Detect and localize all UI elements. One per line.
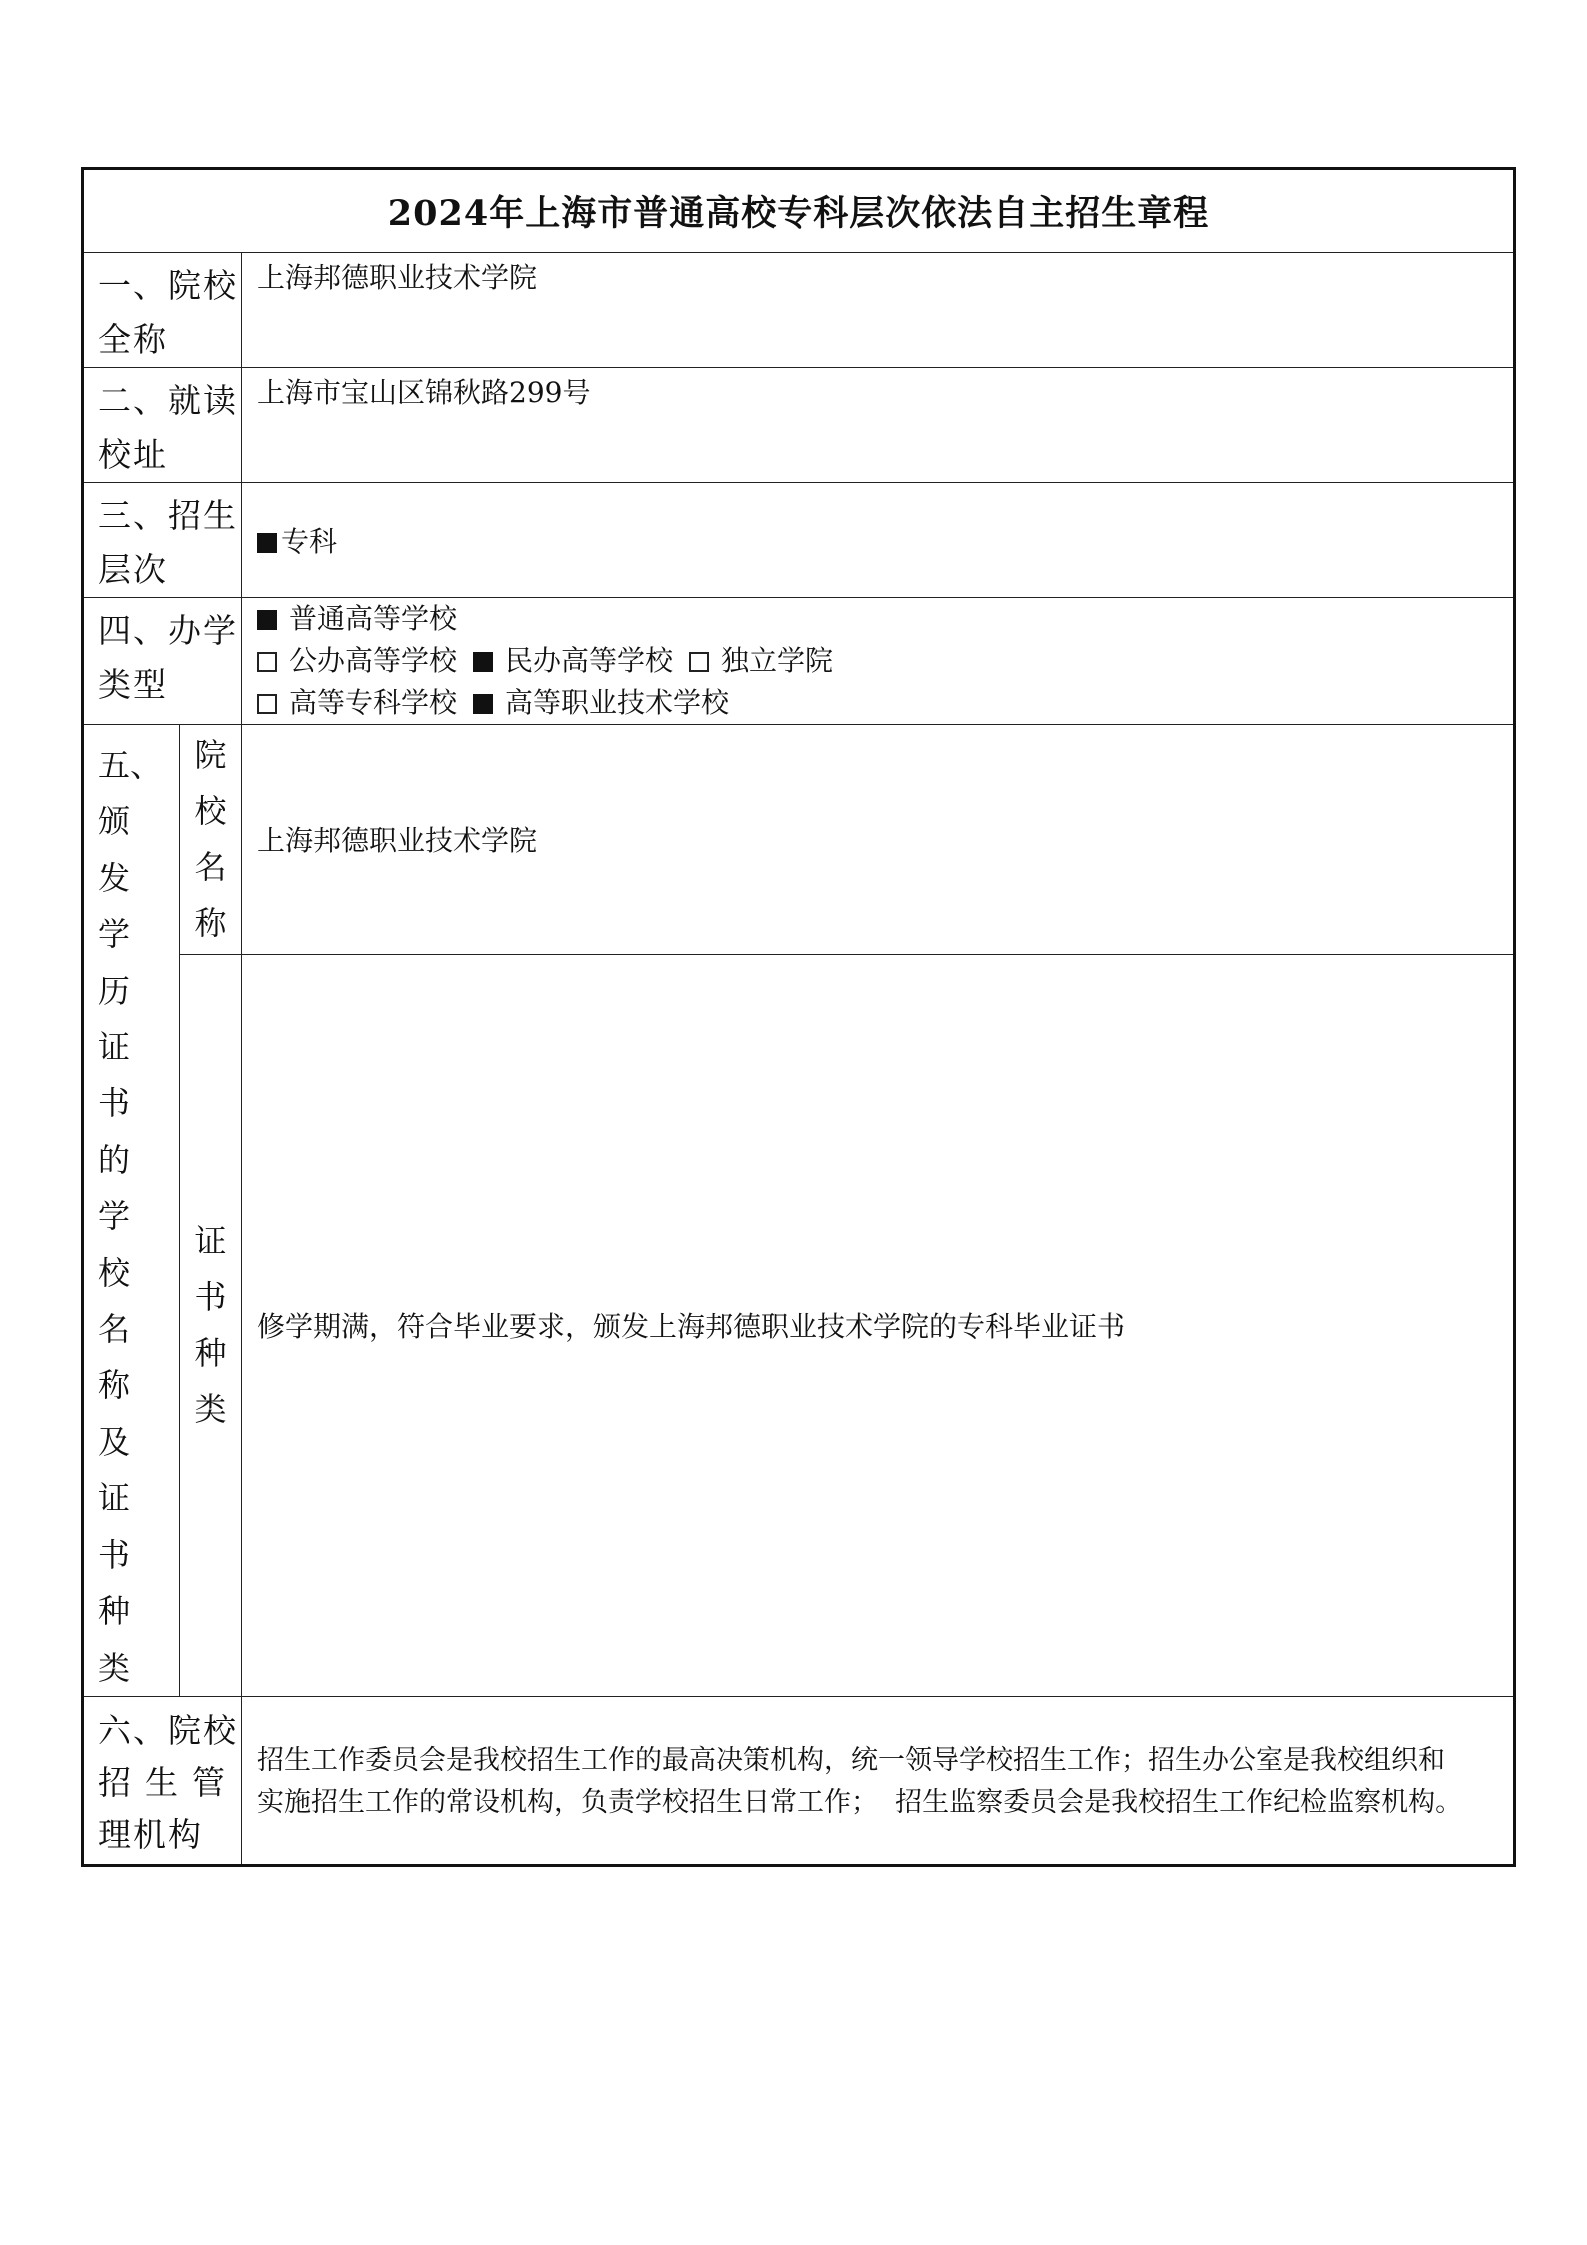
label-char: 称 bbox=[98, 1366, 131, 1405]
label-char: 种 bbox=[194, 1334, 227, 1373]
value-admissions-management bbox=[242, 1696, 1515, 1865]
label-line bbox=[98, 1757, 241, 1809]
checkbox-empty-icon bbox=[689, 652, 709, 672]
checkbox-filled-icon bbox=[473, 694, 493, 714]
admission-charter-table bbox=[81, 167, 1516, 1867]
document-title: 2024年上海市普通高校专科层次依法自主招生章程 bbox=[83, 169, 1515, 253]
value-school-full-name: 上海邦德职业技术学院 bbox=[242, 253, 1515, 368]
label-char: 书 bbox=[194, 1278, 227, 1317]
checkbox-empty-icon bbox=[257, 652, 277, 672]
label-school-full-name bbox=[83, 253, 242, 368]
label-issuing-school-name bbox=[180, 725, 242, 955]
label-admissions-management bbox=[83, 1696, 242, 1865]
label-campus-address bbox=[83, 368, 242, 483]
label-line: 二、就读 bbox=[98, 381, 238, 420]
label-char: 证 bbox=[98, 1028, 131, 1067]
type-option-regular-higher: 普通高等学校 bbox=[289, 602, 458, 635]
checkbox-filled-icon bbox=[257, 610, 277, 630]
label-char: 书 bbox=[98, 1084, 131, 1123]
type-option-private: 民办高等学校 bbox=[505, 644, 674, 677]
label-char: 校 bbox=[98, 1253, 131, 1292]
label-char: 证 bbox=[194, 1222, 227, 1261]
checkbox-filled-icon bbox=[473, 652, 493, 672]
label-line: 四、办学 bbox=[98, 611, 238, 650]
label-char: 生 bbox=[145, 1762, 180, 1802]
label-char: 管 bbox=[192, 1762, 227, 1802]
management-text-line: 招生工作委员会是我校招生工作的最高决策机构，统一领导学校招生工作；招生办公室是我校组织和 bbox=[257, 1745, 1445, 1777]
label-line: 层次 bbox=[98, 550, 168, 589]
label-char: 校 bbox=[194, 792, 227, 831]
label-char: 招 bbox=[98, 1762, 133, 1802]
label-char: 类 bbox=[194, 1390, 227, 1429]
management-text-line: 实施招生工作的常设机构，负责学校招生日常工作； 招生监察委员会是我校招生工作纪检监察机构。 bbox=[257, 1787, 1463, 1819]
type-option-vocational: 高等职业技术学校 bbox=[505, 686, 730, 719]
value-certificate-type: 修学期满，符合毕业要求，颁发上海邦德职业技术学院的专科毕业证书 bbox=[242, 954, 1515, 1696]
label-admission-level bbox=[83, 483, 242, 598]
label-char: 称 bbox=[194, 904, 227, 943]
label-char: 五、 bbox=[98, 746, 163, 784]
label-char: 名 bbox=[98, 1310, 131, 1349]
label-line: 类型 bbox=[98, 665, 168, 704]
label-char: 及 bbox=[98, 1422, 131, 1461]
type-options-line-1 bbox=[257, 598, 1499, 640]
label-char: 的 bbox=[98, 1140, 131, 1179]
label-char: 证 bbox=[98, 1479, 131, 1518]
value-admission-level bbox=[242, 483, 1515, 598]
label-char: 发 bbox=[98, 858, 131, 897]
type-option-junior-college: 高等专科学校 bbox=[289, 686, 458, 719]
type-option-public: 公办高等学校 bbox=[289, 644, 458, 677]
label-line: 理机构 bbox=[98, 1814, 203, 1854]
label-line: 全称 bbox=[98, 320, 168, 359]
type-option-independent: 独立学院 bbox=[721, 644, 834, 677]
label-char: 种 bbox=[98, 1592, 131, 1631]
label-line: 三、招生 bbox=[98, 496, 238, 535]
label-char: 院 bbox=[194, 736, 227, 775]
type-options-line-2 bbox=[257, 640, 1499, 682]
value-issuing-school-name: 上海邦德职业技术学院 bbox=[242, 725, 1515, 955]
label-line: 六、院校 bbox=[98, 1710, 238, 1750]
label-char: 类 bbox=[98, 1648, 131, 1687]
label-char: 名 bbox=[194, 848, 227, 887]
value-campus-address: 上海市宝山区锦秋路299号 bbox=[242, 368, 1515, 483]
label-line: 一、院校 bbox=[98, 266, 238, 305]
label-line: 校址 bbox=[98, 435, 168, 474]
label-school-type bbox=[83, 598, 242, 725]
level-option-text: 专科 bbox=[281, 525, 338, 558]
checkbox-filled-icon bbox=[257, 533, 277, 553]
label-certificate-section bbox=[83, 725, 180, 1697]
checkbox-empty-icon bbox=[257, 694, 277, 714]
label-char: 颁 bbox=[98, 802, 131, 841]
label-char: 学 bbox=[98, 915, 131, 954]
label-certificate-type bbox=[180, 954, 242, 1696]
type-options-line-3 bbox=[257, 682, 1499, 724]
label-char: 学 bbox=[98, 1197, 131, 1236]
value-school-type bbox=[242, 598, 1515, 725]
label-char: 历 bbox=[98, 971, 131, 1010]
label-char: 书 bbox=[98, 1535, 131, 1574]
